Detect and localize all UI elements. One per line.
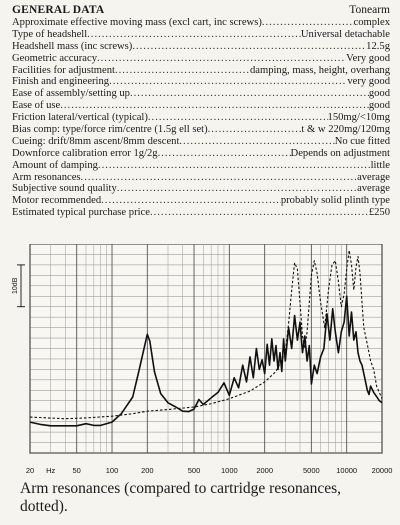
scale-bar-label: 10dB <box>12 277 19 294</box>
x-tick-label: 20000 <box>371 466 393 475</box>
data-row <box>12 112 390 124</box>
row-value: probably solid plinth type <box>280 195 390 207</box>
x-tick-label: 500 <box>187 466 201 475</box>
row-label: Ease of assembly/setting up <box>12 88 130 100</box>
data-row <box>12 17 390 29</box>
dot-leader <box>97 53 346 65</box>
row-label: Downforce calibration error 1g/2g <box>12 147 158 159</box>
row-label: Approximate effective moving mass (excl cart, inc screws) <box>12 17 262 28</box>
row-value: very good <box>347 76 390 88</box>
x-tick-label: Hz <box>46 466 56 475</box>
x-tick-label: 100 <box>105 466 119 475</box>
data-row <box>12 76 390 88</box>
row-label: Motor recommended <box>12 195 102 207</box>
row-value: 150mg/<10mg <box>327 112 390 124</box>
row-label: Ease of use <box>12 100 61 112</box>
row-label: Subjective sound quality <box>12 183 117 195</box>
row-label: Arm resonances <box>12 171 81 183</box>
row-label: Amount of damping <box>12 159 98 171</box>
x-tick-label: 50 <box>72 466 81 475</box>
general-data-header <box>12 4 390 18</box>
row-value: £250 <box>368 207 390 219</box>
frequency-response-chart <box>0 244 400 484</box>
data-row <box>12 136 390 148</box>
row-label: Bias comp: type/force rim/centre (1.5g ell set) <box>12 124 208 136</box>
row-value: average <box>357 183 390 195</box>
row-label: Geometric accuracy <box>12 52 97 64</box>
dot-leader <box>148 112 328 124</box>
general-data-title: GENERAL DATA <box>12 4 105 16</box>
row-label: Facilities for adjustment <box>12 64 115 76</box>
row-label: Type of headshell <box>12 28 88 40</box>
data-row <box>12 100 390 112</box>
dot-leader <box>150 207 369 219</box>
data-row <box>12 148 390 160</box>
dot-leader <box>262 17 354 29</box>
row-value: little <box>370 159 390 171</box>
data-row <box>12 207 390 219</box>
dot-leader <box>101 195 281 207</box>
row-value: Very good <box>346 52 390 64</box>
dot-leader <box>179 136 334 148</box>
row-value: Depends on adjustment <box>290 147 390 159</box>
data-row <box>12 183 390 195</box>
data-row <box>12 65 390 77</box>
row-value: damping, mass, height, overhang <box>249 64 390 76</box>
dot-leader <box>158 148 291 160</box>
data-row <box>12 41 390 53</box>
dot-leader <box>109 76 347 88</box>
row-label: Finish and engineering <box>12 76 110 88</box>
data-row <box>12 29 390 41</box>
dot-leader <box>98 160 371 172</box>
data-row <box>12 124 390 136</box>
tonearm-column-header: Tonearm <box>349 4 390 16</box>
row-value: No cue fitted <box>334 135 390 147</box>
dot-leader <box>132 41 366 53</box>
row-label: Estimated typical purchase price <box>12 207 150 219</box>
row-label: Friction lateral/vertical (typical) <box>12 112 148 124</box>
row-label: Headshell mass (inc screws) <box>12 40 133 52</box>
row-value: average <box>357 171 390 183</box>
dot-leader <box>115 65 250 77</box>
dot-leader <box>130 88 369 100</box>
row-label: Cueing: drift/8mm ascent/8mm descent <box>12 135 180 147</box>
row-value: good <box>368 88 390 100</box>
data-row <box>12 160 390 172</box>
dot-leader <box>81 172 358 184</box>
row-value: t & w 220mg/120mg <box>301 124 390 136</box>
figure-caption: Arm resonances (compared to cartridge resonances, dotted). <box>20 480 342 515</box>
x-tick-label: 200 <box>141 466 154 475</box>
data-row <box>12 195 390 207</box>
dot-leader <box>87 29 301 41</box>
data-row <box>12 88 390 100</box>
row-value: 12.5g <box>366 40 390 52</box>
dot-leader <box>117 183 357 195</box>
x-tick-label: 2000 <box>256 466 274 475</box>
data-row <box>12 172 390 184</box>
dot-leader <box>60 100 369 112</box>
chart-svg <box>0 244 400 484</box>
x-tick-label: 5000 <box>303 466 320 475</box>
row-value: complex <box>353 17 390 28</box>
data-row <box>12 53 390 65</box>
row-value: Universal detachable <box>300 28 390 40</box>
x-tick-label: 1000 <box>221 466 238 475</box>
x-tick-label: 20 <box>25 466 35 475</box>
dot-leader <box>208 124 302 136</box>
data-rows <box>12 17 390 219</box>
x-tick-label: 10000 <box>336 466 358 475</box>
row-value: good <box>368 100 390 112</box>
